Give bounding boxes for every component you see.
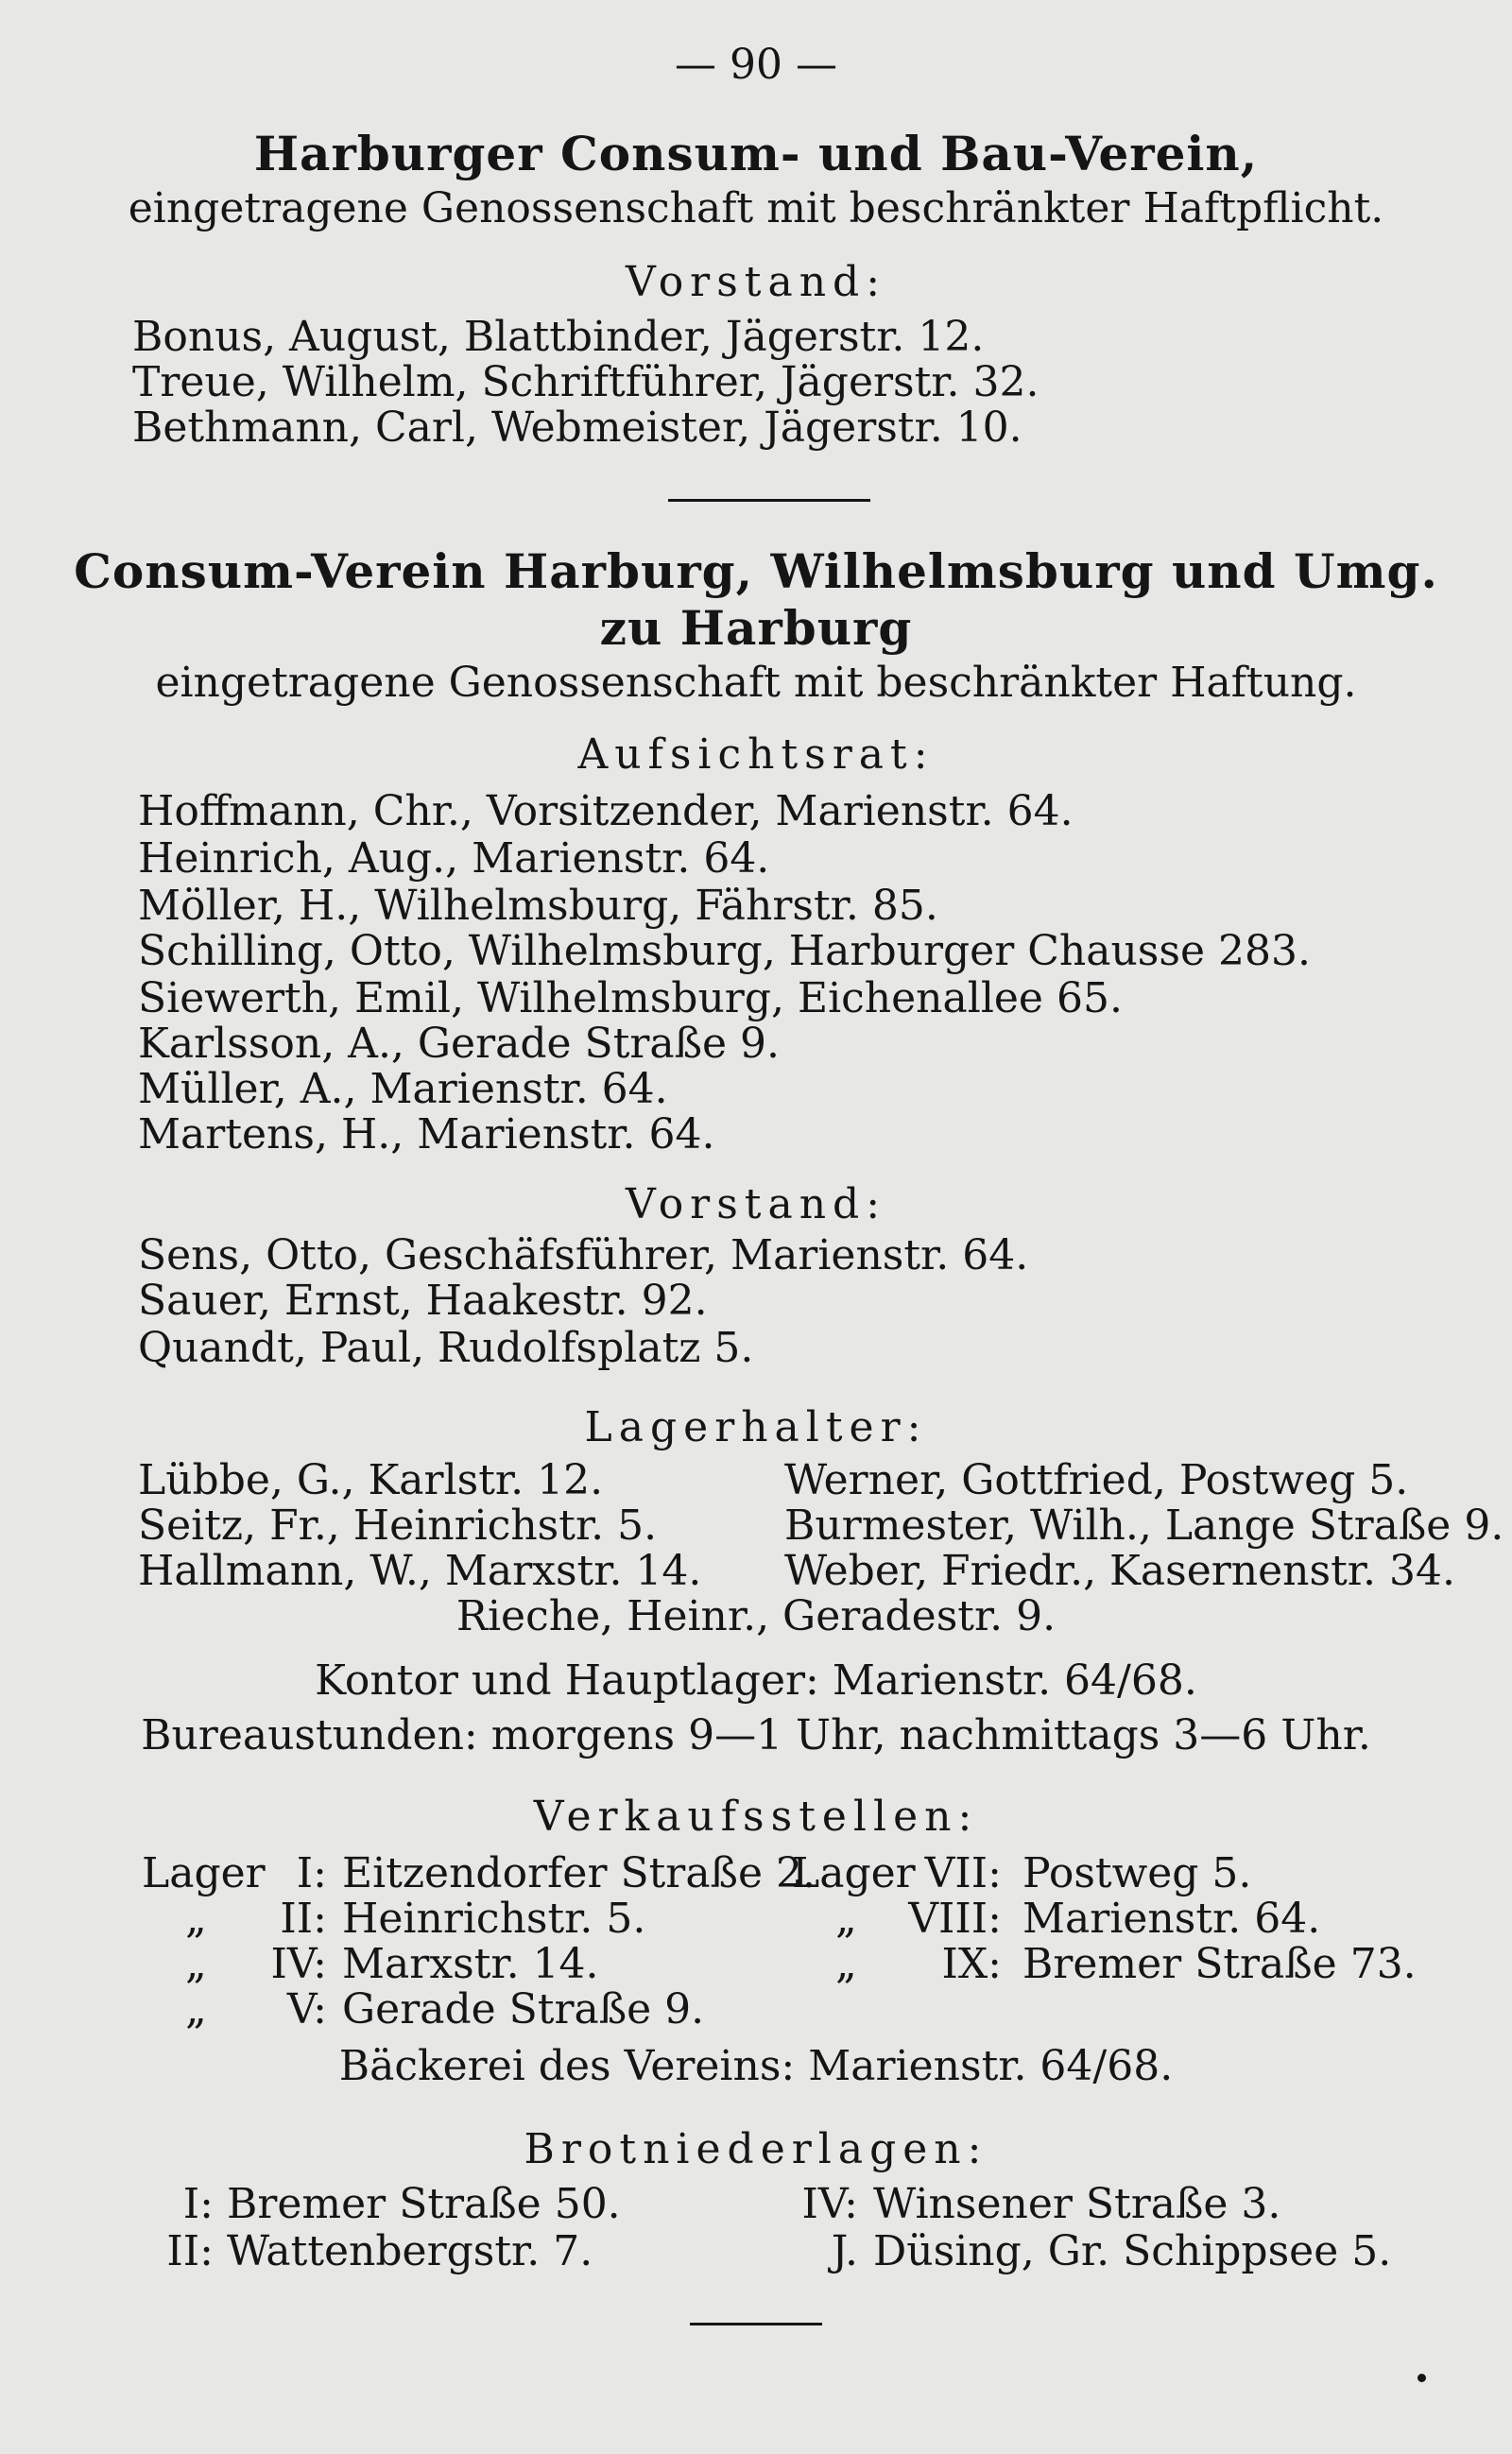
bureau-hours: Bureaustunden: morgens 9—1 Uhr, nachmittags 3—6 Uhr. <box>141 1711 1371 1759</box>
brotniederlagen-heading: Brotniederlagen: <box>524 2125 988 2173</box>
lager-prefix: „ <box>185 1985 207 2034</box>
section1-title: Harburger Consum- und Bau-Verein, <box>253 126 1259 181</box>
lagerhalter-entry: Werner, Gottfried, Postweg 5. <box>784 1456 1409 1504</box>
lagerhalter-entry: Rieche, Heinr., Geradestr. 9. <box>455 1592 1057 1640</box>
brot-number: J. <box>831 2227 858 2275</box>
lager-address: Gerade Straße 9. <box>342 1985 705 2034</box>
vorstand-heading: Vorstand: <box>625 1180 887 1228</box>
aufsichtsrat-entry: Heinrich, Aug., Marienstr. 64. <box>138 834 770 883</box>
lager-address: Marxstr. 14. <box>342 1940 599 1988</box>
lager-prefix: „ <box>835 1940 857 1988</box>
lager-address: Bremer Straße 73. <box>1022 1940 1417 1988</box>
brot-number: I: <box>182 2180 214 2228</box>
lagerhalter-entry: Lübbe, G., Karlstr. 12. <box>138 1456 604 1504</box>
lager-address: Eitzendorfer Straße 2. <box>342 1849 816 1897</box>
lager-number: IV: <box>270 1940 327 1988</box>
section1-vorstand-heading: Vorstand: <box>625 258 887 306</box>
lager-number: I: <box>296 1849 327 1897</box>
lager-number: VII: <box>924 1849 1002 1897</box>
section1-vorstand-entry: Bethmann, Carl, Webmeister, Jägerstr. 10. <box>132 403 1022 452</box>
aufsichtsrat-entry: Karlsson, A., Gerade Straße 9. <box>138 1020 781 1068</box>
brot-number: IV: <box>801 2180 858 2228</box>
aufsichtsrat-entry: Müller, A., Marienstr. 64. <box>138 1065 668 1113</box>
closing-rule <box>690 2323 822 2325</box>
brot-number: II: <box>166 2227 214 2275</box>
kontor-line: Kontor und Hauptlager: Marienstr. 64/68. <box>315 1656 1197 1705</box>
lagerhalter-heading: Lagerhalter: <box>584 1403 928 1451</box>
lagerhalter-entry: Weber, Friedr., Kasernenstr. 34. <box>784 1547 1455 1595</box>
section-divider <box>668 499 870 502</box>
aufsichtsrat-entry: Martens, H., Marienstr. 64. <box>138 1110 715 1158</box>
section2-subtitle: eingetragene Genossenschaft mit beschränkter Haftung. <box>155 659 1357 707</box>
brot-address: Wattenbergstr. 7. <box>227 2227 593 2275</box>
aufsichtsrat-entry: Schilling, Otto, Wilhelmsburg, Harburger Chausse 283. <box>138 927 1311 975</box>
page-number: — 90 — <box>675 41 837 89</box>
vorstand-entry: Sauer, Ernst, Haakestr. 92. <box>138 1277 708 1325</box>
lager-number: IX: <box>941 1940 1002 1988</box>
baeckerei-line: Bäckerei des Vereins: Marienstr. 64/68. <box>338 2042 1174 2090</box>
lager-address: Marienstr. 64. <box>1022 1895 1321 1943</box>
aufsichtsrat-entry: Möller, H., Wilhelmsburg, Fährstr. 85. <box>138 882 938 930</box>
lagerhalter-entry: Hallmann, W., Marxstr. 14. <box>138 1547 702 1595</box>
vorstand-entry: Quandt, Paul, Rudolfsplatz 5. <box>138 1324 754 1372</box>
print-speck <box>1418 2374 1426 2382</box>
lager-prefix: Lager <box>792 1849 916 1897</box>
lager-prefix: „ <box>835 1895 857 1943</box>
brot-address: Winsener Straße 3. <box>873 2180 1281 2228</box>
brot-address: Bremer Straße 50. <box>227 2180 621 2228</box>
section2-title-line2: zu Harburg <box>599 600 913 656</box>
lagerhalter-entry: Burmester, Wilh., Lange Straße 9. <box>784 1502 1504 1550</box>
lager-number: II: <box>280 1895 327 1943</box>
lager-number: VIII: <box>908 1895 1002 1943</box>
section1-subtitle: eingetragene Genossenschaft mit beschränkter Haftpflicht. <box>128 184 1384 232</box>
vorstand-entry: Sens, Otto, Geschäfsführer, Marienstr. 64. <box>138 1231 1029 1279</box>
lager-prefix: Lager <box>142 1849 266 1897</box>
aufsichtsrat-heading: Aufsichtsrat: <box>577 730 935 779</box>
lager-number: V: <box>286 1985 327 2034</box>
lager-address: Postweg 5. <box>1022 1849 1252 1897</box>
aufsichtsrat-entry: Siewerth, Emil, Wilhelmsburg, Eichenallee 65. <box>138 974 1123 1022</box>
aufsichtsrat-entry: Hoffmann, Chr., Vorsitzender, Marienstr. 64. <box>138 787 1074 835</box>
section1-vorstand-entry: Treue, Wilhelm, Schriftführer, Jägerstr. 32. <box>132 358 1040 406</box>
section1-vorstand-entry: Bonus, August, Blattbinder, Jägerstr. 12. <box>132 313 985 361</box>
brot-address: Düsing, Gr. Schippsee 5. <box>873 2227 1392 2275</box>
lagerhalter-entry: Seitz, Fr., Heinrichstr. 5. <box>138 1502 658 1550</box>
lager-prefix: „ <box>185 1895 207 1943</box>
lager-prefix: „ <box>185 1940 207 1988</box>
verkaufsstellen-heading: Verkaufsstellen: <box>533 1793 979 1841</box>
lager-address: Heinrichstr. 5. <box>342 1895 646 1943</box>
section2-title: Consum-Verein Harburg, Wilhelmsburg und Umg. <box>74 543 1438 599</box>
